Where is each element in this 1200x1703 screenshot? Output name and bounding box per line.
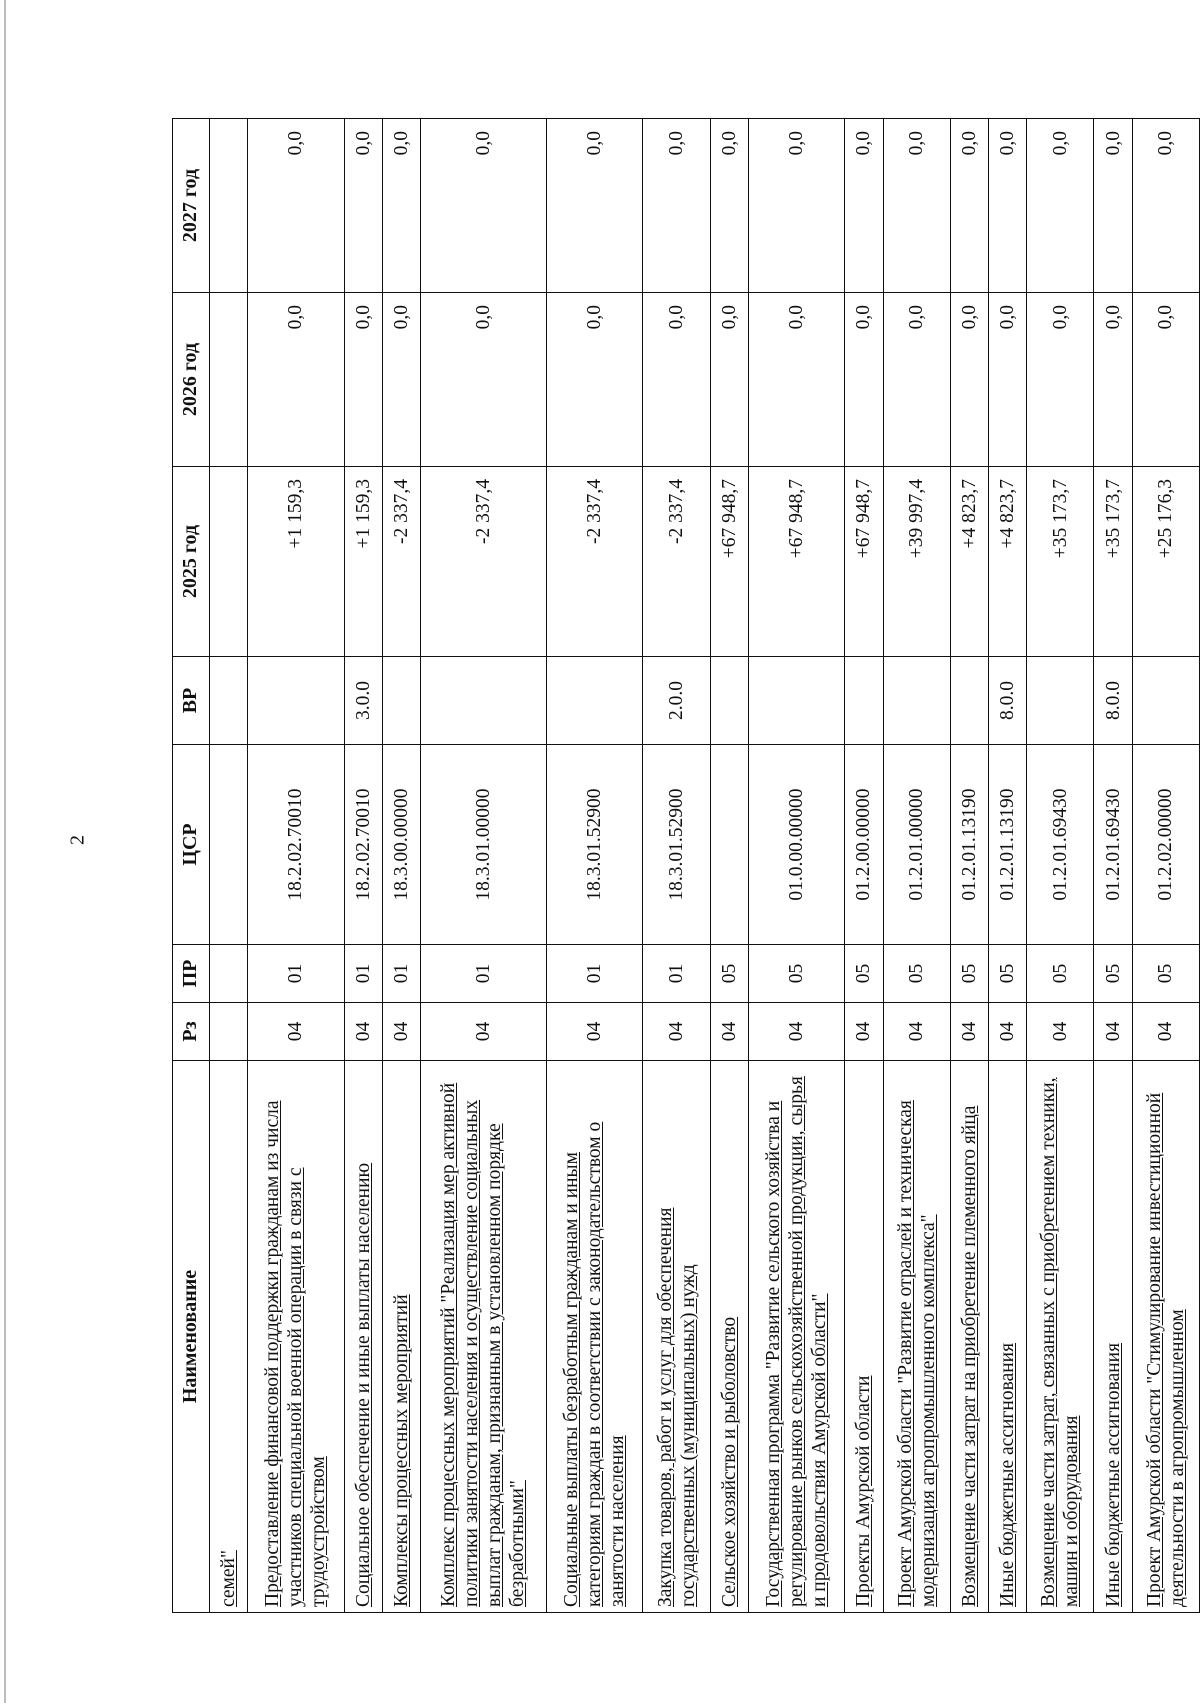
- cell-vr: [950, 657, 988, 745]
- cell-pr: 05: [1132, 945, 1199, 1003]
- cell-2027: [210, 119, 248, 293]
- cell-2027: 0,0: [710, 119, 748, 293]
- cell-name: Проекты Амурской области: [845, 1061, 883, 1613]
- cell-2027: 0,0: [248, 119, 345, 293]
- cell-vr: 8.0.0: [988, 657, 1026, 745]
- cell-2027: 0,0: [950, 119, 988, 293]
- cell-rz: 04: [643, 1003, 710, 1061]
- cell-2027: 0,0: [988, 119, 1026, 293]
- cell-2026: 0,0: [382, 293, 420, 467]
- cell-rz: 04: [845, 1003, 883, 1061]
- cell-2026: 0,0: [643, 293, 710, 467]
- cell-csr: 01.2.01.13190: [950, 745, 988, 945]
- cell-name: Иные бюджетные ассигнования: [1094, 1061, 1132, 1613]
- cell-csr: 01.2.02.00000: [1132, 745, 1199, 945]
- cell-pr: 01: [643, 945, 710, 1003]
- table-row: [643, 119, 710, 1613]
- cell-name: Закупка товаров, работ и услуг для обеспечения государственных (муниципальных) нужд: [643, 1061, 710, 1613]
- table-row: [988, 119, 1026, 1613]
- cell-csr: 18.2.02.70010: [248, 745, 345, 945]
- cell-name: Проект Амурской области "Стимулирование инвестиционной деятельности в агропромышленном: [1132, 1061, 1199, 1613]
- cell-name: Возмещение части затрат, связанных с приобретением техники, машин и оборудования: [1027, 1061, 1094, 1613]
- cell-vr: [248, 657, 345, 745]
- table-row: [210, 119, 248, 1613]
- cell-2025: [210, 467, 248, 657]
- cell-2025: +4 823,7: [988, 467, 1026, 657]
- cell-vr: 3.0.0: [344, 657, 382, 745]
- header-csr: ЦСР: [173, 745, 210, 945]
- cell-rz: 04: [1132, 1003, 1199, 1061]
- cell-2027: 0,0: [748, 119, 845, 293]
- cell-csr: 18.3.01.52900: [643, 745, 710, 945]
- cell-csr: 01.0.00.00000: [748, 745, 845, 945]
- cell-2025: +67 948,7: [845, 467, 883, 657]
- header-2025: 2025 год: [173, 467, 210, 657]
- budget-table: [172, 118, 1200, 1613]
- cell-2027: 0,0: [420, 119, 546, 293]
- cell-pr: 01: [382, 945, 420, 1003]
- cell-2025: +4 823,7: [950, 467, 988, 657]
- cell-2026: 0,0: [344, 293, 382, 467]
- cell-rz: 04: [344, 1003, 382, 1061]
- cell-vr: [710, 657, 748, 745]
- table-row: [248, 119, 345, 1613]
- table-row: [950, 119, 988, 1613]
- table-row: [1027, 119, 1094, 1613]
- cell-2026: 0,0: [710, 293, 748, 467]
- cell-vr: [546, 657, 643, 745]
- table-header-row: [173, 119, 210, 1613]
- table-row: [1132, 119, 1199, 1613]
- cell-name: Предоставление финансовой поддержки гражданам из числа участников специальной военной операции в связи с трудоустройством: [248, 1061, 345, 1613]
- cell-rz: 04: [883, 1003, 950, 1061]
- cell-2025: +1 159,3: [344, 467, 382, 657]
- table-row: [344, 119, 382, 1613]
- table-row: [845, 119, 883, 1613]
- cell-name: Государственная программа "Развитие сельского хозяйства и регулирование рынков сельскохозяйственной продукции, сырья и продовольствия Амурской области": [748, 1061, 845, 1613]
- cell-2026: 0,0: [546, 293, 643, 467]
- cell-pr: 01: [546, 945, 643, 1003]
- cell-2027: 0,0: [1132, 119, 1199, 293]
- cell-2025: -2 337,4: [420, 467, 546, 657]
- table-row: [1094, 119, 1132, 1613]
- cell-pr: 05: [710, 945, 748, 1003]
- cell-rz: 04: [248, 1003, 345, 1061]
- cell-rz: 04: [420, 1003, 546, 1061]
- cell-2025: +25 176,3: [1132, 467, 1199, 657]
- cell-2026: 0,0: [1027, 293, 1094, 467]
- cell-name: Проект Амурской области "Развитие отраслей и техническая модернизация агропромышленного комплекса": [883, 1061, 950, 1613]
- cell-pr: 01: [344, 945, 382, 1003]
- cell-pr: 01: [420, 945, 546, 1003]
- cell-2027: 0,0: [344, 119, 382, 293]
- table-row: [420, 119, 546, 1613]
- cell-2026: 0,0: [845, 293, 883, 467]
- cell-name: Иные бюджетные ассигнования: [988, 1061, 1026, 1613]
- cell-pr: 05: [988, 945, 1026, 1003]
- cell-csr: [210, 745, 248, 945]
- cell-rz: 04: [710, 1003, 748, 1061]
- cell-name: Возмещение части затрат на приобретение племенного яйца: [950, 1061, 988, 1613]
- cell-csr: 01.2.01.00000: [883, 745, 950, 945]
- cell-2026: 0,0: [1132, 293, 1199, 467]
- cell-rz: 04: [1027, 1003, 1094, 1061]
- cell-csr: 01.2.01.13190: [988, 745, 1026, 945]
- header-2027: 2027 год: [173, 119, 210, 293]
- cell-2025: +35 173,7: [1094, 467, 1132, 657]
- cell-2025: -2 337,4: [546, 467, 643, 657]
- cell-2027: 0,0: [1027, 119, 1094, 293]
- cell-pr: 05: [1094, 945, 1132, 1003]
- cell-rz: 04: [748, 1003, 845, 1061]
- cell-pr: 05: [1027, 945, 1094, 1003]
- cell-name: Комплексы процессных мероприятий: [382, 1061, 420, 1613]
- cell-2025: +39 997,4: [883, 467, 950, 657]
- cell-name: Сельское хозяйство и рыболовство: [710, 1061, 748, 1613]
- table-row: [382, 119, 420, 1613]
- cell-vr: [420, 657, 546, 745]
- cell-vr: [382, 657, 420, 745]
- cell-2025: +35 173,7: [1027, 467, 1094, 657]
- budget-table-container: [172, 119, 1200, 1613]
- cell-2026: 0,0: [883, 293, 950, 467]
- header-pr: ПР: [173, 945, 210, 1003]
- cell-csr: 18.3.01.52900: [546, 745, 643, 945]
- cell-2025: +1 159,3: [248, 467, 345, 657]
- cell-csr: 18.3.01.00000: [420, 745, 546, 945]
- cell-rz: 04: [988, 1003, 1026, 1061]
- header-vr: ВР: [173, 657, 210, 745]
- cell-2027: 0,0: [546, 119, 643, 293]
- cell-2027: 0,0: [883, 119, 950, 293]
- cell-csr: 01.2.01.69430: [1094, 745, 1132, 945]
- cell-vr: 2.0.0: [643, 657, 710, 745]
- cell-2026: 0,0: [950, 293, 988, 467]
- cell-2026: 0,0: [248, 293, 345, 467]
- cell-vr: [1132, 657, 1199, 745]
- cell-csr: 01.2.00.00000: [845, 745, 883, 945]
- cell-pr: 05: [845, 945, 883, 1003]
- cell-2027: 0,0: [643, 119, 710, 293]
- table-row: [546, 119, 643, 1613]
- cell-vr: [748, 657, 845, 745]
- header-name: Наименование: [173, 1061, 210, 1613]
- cell-2026: 0,0: [1094, 293, 1132, 467]
- cell-2027: 0,0: [845, 119, 883, 293]
- cell-2025: +67 948,7: [710, 467, 748, 657]
- cell-pr: [210, 945, 248, 1003]
- cell-vr: [883, 657, 950, 745]
- cell-rz: [210, 1003, 248, 1061]
- header-rz: Рз: [173, 1003, 210, 1061]
- table-row: [748, 119, 845, 1613]
- header-2026: 2026 год: [173, 293, 210, 467]
- cell-rz: 04: [950, 1003, 988, 1061]
- cell-rz: 04: [382, 1003, 420, 1061]
- cell-2027: 0,0: [382, 119, 420, 293]
- cell-2026: 0,0: [420, 293, 546, 467]
- cell-name: Комплекс процессных мероприятий "Реализация мер активной политики занятости населения и осуществление социальных выплат гражданам, признанным в установленном порядке безработными": [420, 1061, 546, 1613]
- table-row: [883, 119, 950, 1613]
- cell-rz: 04: [1094, 1003, 1132, 1061]
- cell-csr: 18.2.02.70010: [344, 745, 382, 945]
- cell-2025: -2 337,4: [382, 467, 420, 657]
- cell-csr: 18.3.00.00000: [382, 745, 420, 945]
- cell-vr: 8.0.0: [1094, 657, 1132, 745]
- cell-2026: 0,0: [748, 293, 845, 467]
- cell-rz: 04: [546, 1003, 643, 1061]
- cell-2025: -2 337,4: [643, 467, 710, 657]
- cell-vr: [1027, 657, 1094, 745]
- cell-pr: 05: [883, 945, 950, 1003]
- cell-name: Социальное обеспечение и иные выплаты населению: [344, 1061, 382, 1613]
- cell-2026: [210, 293, 248, 467]
- scan-edge-line: [4, 0, 6, 1703]
- cell-pr: 05: [748, 945, 845, 1003]
- page-number: 2: [66, 835, 89, 845]
- cell-2025: +67 948,7: [748, 467, 845, 657]
- cell-2027: 0,0: [1094, 119, 1132, 293]
- cell-2026: 0,0: [988, 293, 1026, 467]
- cell-name: семей": [210, 1061, 248, 1613]
- cell-vr: [210, 657, 248, 745]
- cell-pr: 01: [248, 945, 345, 1003]
- cell-vr: [845, 657, 883, 745]
- cell-csr: 01.2.01.69430: [1027, 745, 1094, 945]
- cell-pr: 05: [950, 945, 988, 1003]
- cell-csr: [710, 745, 748, 945]
- cell-name: Социальные выплаты безработным гражданам и иным категориям граждан в соответствии с законодательством о занятости населения: [546, 1061, 643, 1613]
- table-row: [710, 119, 748, 1613]
